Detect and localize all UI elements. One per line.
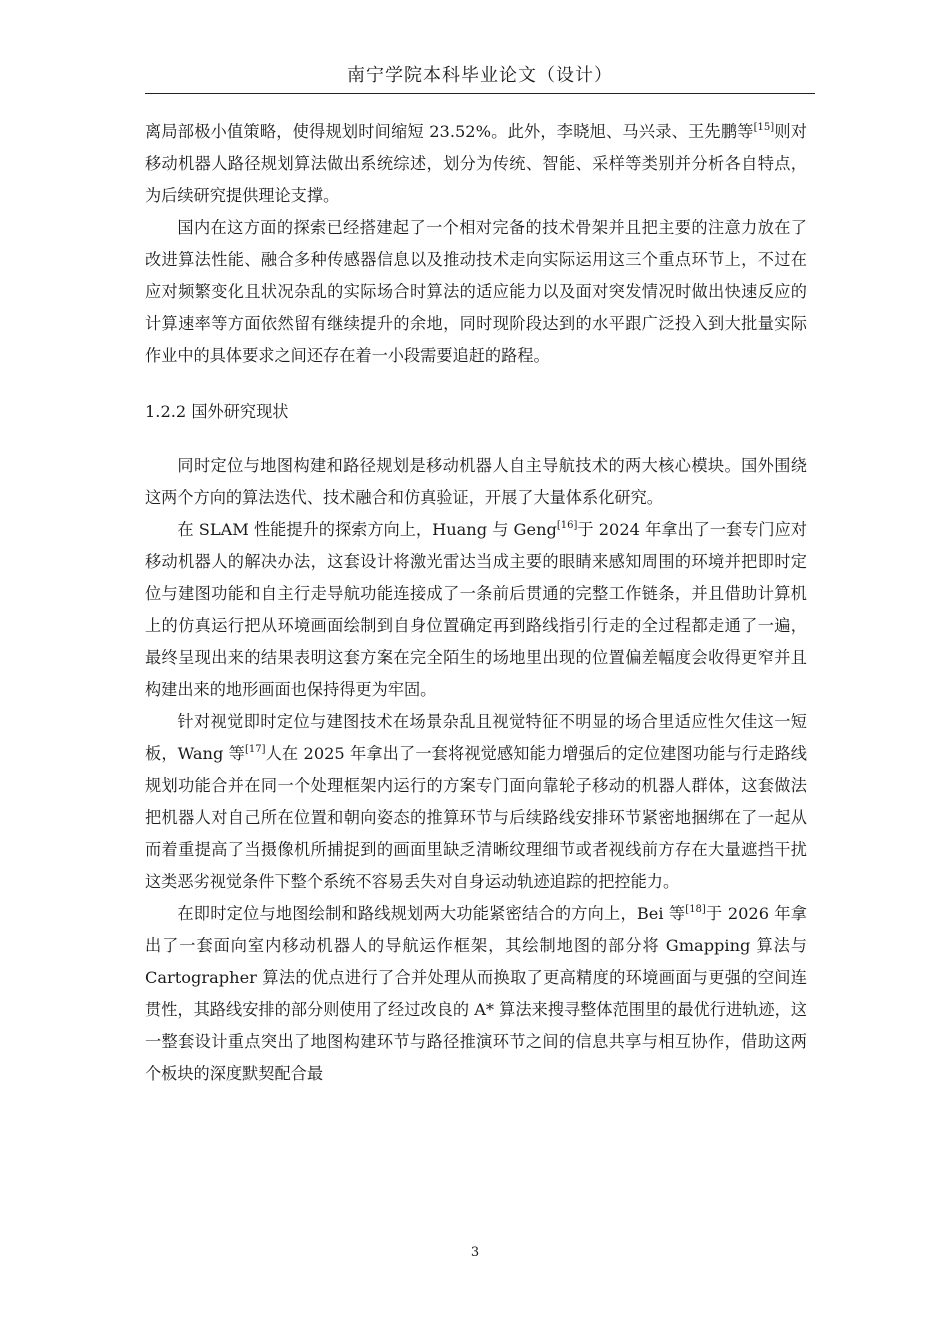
- paragraph: [145, 116, 807, 212]
- paragraph: [145, 212, 807, 372]
- body-text: [145, 116, 807, 1090]
- header-rule: [145, 93, 815, 94]
- section-heading: [145, 396, 807, 428]
- running-header-title: 南宁学院本科毕业论文（设计）: [347, 65, 613, 86]
- text-run: 同时定位与地图构建和路径规划是移动机器人自主导航技术的两大核心模块。国外围绕这两个方向的算法迭代、技术融合和仿真验证，开展了大量体系化研究。: [145, 456, 807, 507]
- citation-marker: [17]: [244, 744, 266, 755]
- paragraph: [145, 450, 807, 514]
- paragraph: [145, 514, 807, 706]
- text-run: 则对移动机器人路径规划算法做出系统综述，划分为传统、智能、采样等类别并分析各自特点，为后续研究提供理论支撑。: [145, 122, 807, 205]
- text-run: 于 2024 年拿出了一套专门应对移动机器人的解决办法，这套设计将激光雷达当成主要的眼睛来感知周围的环境并把即时定位与建图功能和自主行走导航功能连接成了一条前后贯通的完整工作链条，并且借助计算机上的仿真运行把从环境画面绘制到自身位置确定再到路线指引行走的全过程都走通了一遍，最终呈现出来的结果表明这套方案在完全陌生的场地里出现的位置偏差幅度会收得更窄并且构建出来的地形画面也保持得更为牢固。: [145, 520, 807, 699]
- text-run: 1.2.2 国外研究现状: [145, 402, 289, 421]
- citation-marker: [18]: [685, 904, 706, 915]
- text-run: 针对视觉即时定位与建图技术在场景杂乱且视觉特征不明显的场合里适应性欠佳这一短板，Wang 等: [145, 712, 807, 763]
- page-number: 3: [470, 1245, 480, 1260]
- paragraph: [145, 898, 807, 1090]
- text-run: 于 2026 年拿出了一套面向室内移动机器人的导航运作框架，其绘制地图的部分将 Gmapping 算法与 Cartographer 算法的优点进行了合并处理从而换取了更高精度的环境画面与更强的空间连贯性，其路线安排的部分则使用了经过改良的 A* 算法来搜寻整体范围里的最优行进轨迹，这一整套设计重点突出了地图构建环节与路径推演环节之间的信息共享与相互协作，借助这两个板块的深度默契配合最: [145, 904, 807, 1083]
- text-run: 在 SLAM 性能提升的探索方向上，Huang 与 Geng: [177, 520, 557, 539]
- paragraph: [145, 706, 807, 898]
- text-run: 国内在这方面的探索已经搭建起了一个相对完备的技术骨架并且把主要的注意力放在了改进算法性能、融合多种传感器信息以及推动技术走向实际运用这三个重点环节上，不过在应对频繁变化且状况杂乱的实际场合时算法的适应能力以及面对突发情况时做出快速反应的计算速率等方面依然留有继续提升的余地，同时现阶段达到的水平跟广泛投入到大批量实际作业中的具体要求之间还存在着一小段需要追赶的路程。: [145, 218, 807, 365]
- text-run: 在即时定位与地图绘制和路线规划两大功能紧密结合的方向上，Bei 等: [177, 904, 686, 923]
- text-run: 离局部极小值策略，使得规划时间缩短 23.52%。此外，李晓旭、马兴录、王先鹏等: [145, 122, 754, 141]
- text-run: 人在 2025 年拿出了一套将视觉感知能力增强后的定位建图功能与行走路线规划功能合并在同一个处理框架内运行的方案专门面向靠轮子移动的机器人群体，这套做法把机器人对自己所在位置和朝向姿态的推算环节与后续路线安排环节紧密地捆绑在了一起从而着重提高了当摄像机所捕捉到的画面里缺乏清晰纹理细节或者视线前方存在大量遮挡干扰这类恶劣视觉条件下整个系统不容易丢失对自身运动轨迹追踪的把控能力。: [145, 744, 807, 891]
- citation-marker: [16]: [556, 520, 578, 531]
- citation-marker: [15]: [753, 122, 775, 133]
